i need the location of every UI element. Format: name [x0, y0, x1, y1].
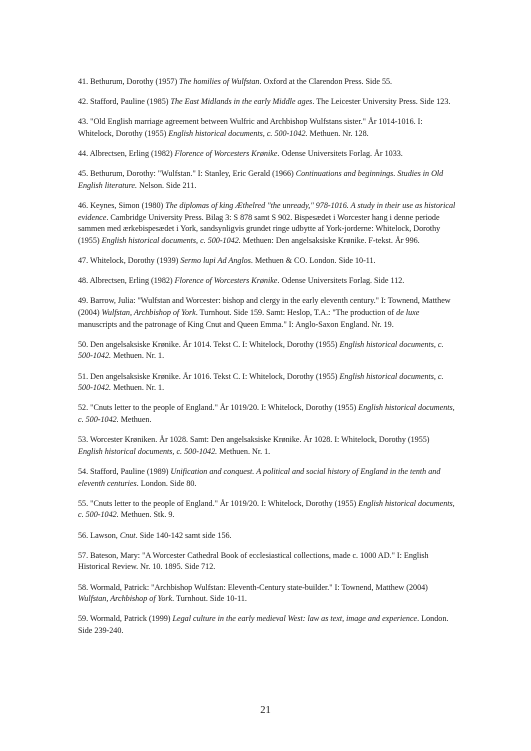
endnote-text: 47. Whitelock, Dorothy (1939) [78, 256, 181, 266]
endnote-text: 49. Barrow, Julia: "Wulfstan and Worcester: bishop and clergy in the early eleventh century." I: Townend, Matthew (2004) [78, 296, 451, 318]
endnote-text: manuscripts and the patronage of King Cnut and Queen Emma." I: Anglo-Saxon England. Nr. 19. [78, 319, 394, 329]
endnote-text: . Turnhout. Side 10-11. [172, 594, 247, 604]
endnote-text: Methuen. Nr. 1. [111, 351, 165, 361]
endnote-text: . The Leicester University Press. Side 123. [312, 97, 451, 107]
endnote-text: 51. Den angelsaksiske Krønike. År 1016. Tekst C. I: Whitelock, Dorothy (1955) [78, 371, 340, 381]
endnote [78, 200, 456, 246]
endnote-text: . Cambridge University Press. Bilag 3: S 878 samt S 902. Bispesædet i Worcester hang i denne periode sammen med ærkebispesædet i York, sandsynligvis grundet ringe udbytte af York-jorderne: Whitelock, Dorothy (1955) [78, 212, 441, 245]
endnote-text: . Oxford at the Clarendon Press. Side 55. [259, 77, 393, 86]
endnote-title-text: Wulfstan, Archbishop of York [78, 594, 173, 604]
endnote-text: 43. "Old English marriage agreement between Wulfric and Archbishop Wulfstans sister." År 1014-1016. I: Whitelock, Dorothy (1955) [78, 117, 423, 138]
endnote-title-text: English historical documents, c. 500-1042. [78, 371, 444, 393]
endnote-text: Nelson. Side 211. [137, 180, 197, 190]
endnote-text: . London. Side 239-240. [78, 614, 449, 635]
endnote-text: Methuen. Stk. 9. [118, 510, 175, 520]
endnote-text: 42. Stafford, Pauline (1985) [78, 97, 171, 107]
endnote-text: 58. Wormald, Patrick: "Archbishop Wulfstan: Eleventh-Century state-builder." I: Townend, Matthew (2004) [78, 582, 428, 592]
endnote [78, 613, 456, 636]
endnote-title-text: Continuations and beginnings. Studies in Old English literature. [78, 169, 444, 190]
page-number: 21 [260, 705, 271, 716]
endnote [78, 498, 456, 521]
endnote-text: 44. Albrectsen, Erling (1982) [78, 149, 175, 159]
endnote-title-text: English historical documents, c. 500-1042. [168, 128, 308, 138]
endnote-text: 50. Den angelsaksiske Krønike. År 1014. Tekst C. I: Whitelock, Dorothy (1955) [78, 339, 340, 349]
endnote [78, 371, 456, 394]
endnote-text: . London. Side 80. [136, 478, 197, 488]
endnote-text: 59. Wormald, Patrick (1999) [78, 614, 173, 624]
endnote [78, 96, 456, 108]
endnote-title-text: English historical documents, c. 500-1042. [101, 235, 241, 245]
endnote [78, 116, 456, 139]
endnote-text: . Turnhout. Side 159. Samt: Heslop, T.A.: "The production of [195, 308, 397, 318]
endnote-text: 53. Worcester Krøniken. År 1028. Samt: Den angelsaksiske Krønike. År 1028. I: Whitelock, Dorothy (1955) [78, 435, 430, 445]
endnote-text: Methuen. Nr. 1. [217, 446, 271, 456]
endnote-title-text: de luxe [396, 308, 420, 318]
endnote-text: . Side 140-142 samt side 156. [135, 530, 232, 540]
endnote-text: 46. Keynes, Simon (1980) [78, 201, 166, 211]
endnote [78, 295, 456, 330]
endnote [78, 434, 456, 457]
endnote-text: Methuen. Nr. 1. [111, 383, 165, 393]
endnote-text: 52. "Cnuts letter to the people of England." År 1019/20. I: Whitelock, Dorothy (1955) [78, 403, 359, 413]
endnotes-list [78, 76, 456, 645]
endnote-title-text: Wulfstan, Archbishop of York [101, 308, 196, 318]
endnote-title-text: Sermo lupi Ad Anglos [180, 256, 251, 266]
endnote [78, 550, 456, 573]
endnote-text: 57. Bateson, Mary: "A Worcester Cathedral Book of ecclesiastical collections, made c. 1000 AD." I: English Historical Review. Nr. 10. 1895. Side 712. [78, 550, 429, 572]
endnote [78, 530, 456, 542]
endnote-title-text: The homilies of Wulfstan [179, 77, 260, 86]
endnote-text: 54. Stafford, Pauline (1989) [78, 466, 171, 476]
endnote [78, 148, 456, 160]
endnote-title-text: English historical documents, c. 500-1042. [78, 498, 455, 520]
endnote-text: Methuen: Den angelsaksiske Krønike. F-tekst. År 996. [240, 235, 420, 245]
endnote-title-text: English historical documents, c. 500-1042. [78, 339, 444, 361]
endnote [78, 76, 456, 88]
endnote-title-text: The diplomas of king Æthelred "the unready," 978-1016. A study in their use as historical evidence [78, 201, 456, 222]
endnote-text: 48. Albrectsen, Erling (1982) [78, 276, 175, 286]
endnote [78, 339, 456, 362]
endnote-text: 56. Lawson, [78, 530, 120, 540]
endnote [78, 255, 456, 267]
endnote-text: . Odense Universitets Forlag. År 1033. [277, 149, 403, 159]
endnote [78, 168, 456, 191]
endnote-title-text: Florence of Worcesters Krønike [174, 276, 278, 286]
endnote-title-text: English historical documents, c. 500-1042. [78, 446, 218, 456]
endnote [78, 402, 456, 425]
endnote-text: 55. "Cnuts letter to the people of England." År 1019/20. I: Whitelock, Dorothy (1955) [78, 498, 359, 508]
endnote [78, 275, 456, 287]
endnote [78, 582, 456, 605]
endnote-text: . Odense Universitets Forlag. Side 112. [277, 276, 405, 286]
endnote-title-text: Unification and conquest. A political and social history of England in the tenth and eleventh centuries [78, 466, 441, 488]
endnote-text: 45. Bethurum, Dorothy: "Wulfstan." I: Stanley, Eric Gerald (1966) [78, 169, 296, 179]
endnote-text: Methuen. [118, 415, 152, 424]
endnote-text: Methuen. Nr. 128. [307, 128, 369, 138]
endnote-title-text: Legal culture in the early medieval West: law as text, image and experience [172, 614, 418, 624]
endnote-title-text: Florence of Worcesters Krønike [174, 149, 278, 159]
endnote [78, 466, 456, 489]
endnote-text: 41. Bethurum, Dorothy (1957) [78, 77, 180, 86]
endnote-title-text: English historical documents, c. 500-1042. [78, 403, 455, 424]
endnote-title-text: The East Midlands in the early Middle ages [170, 97, 313, 107]
endnote-text: . Methuen & CO. London. Side 10-11. [250, 256, 376, 266]
endnote-title-text: Cnut [119, 530, 136, 540]
